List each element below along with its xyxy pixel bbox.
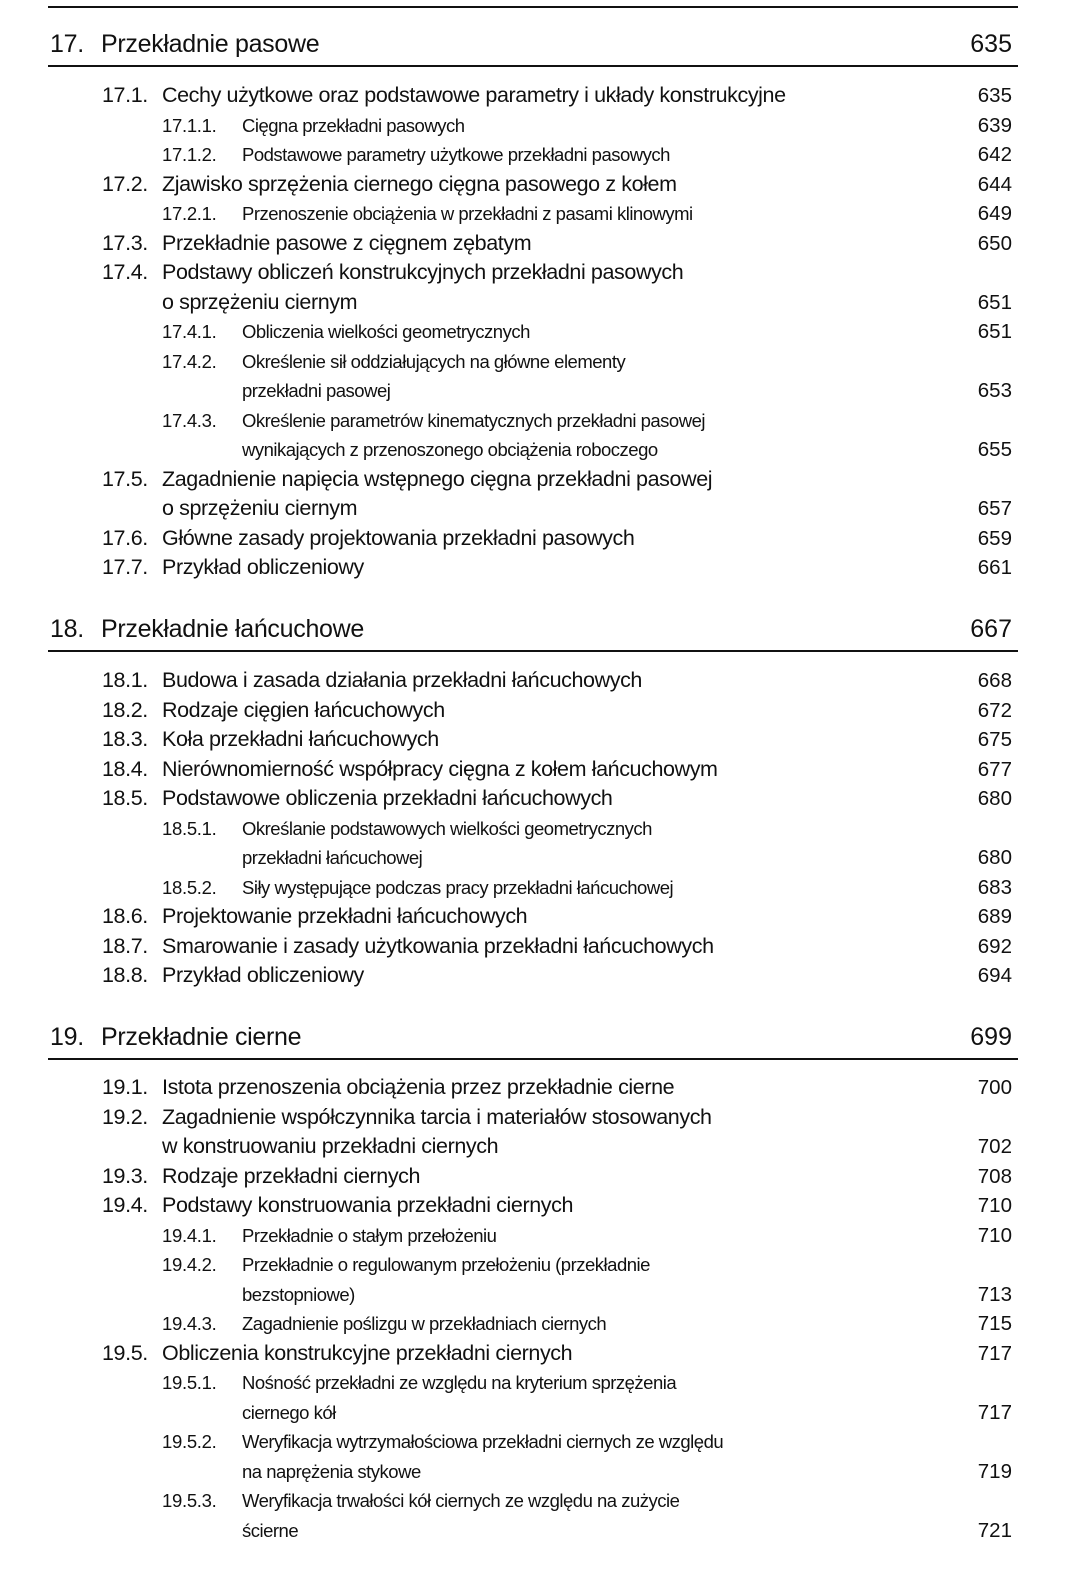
entry-title	[242, 406, 705, 465]
entry-page-number: 661	[977, 556, 1012, 579]
chapter-number: 19.	[50, 1023, 84, 1051]
entry-number: 19.3.	[102, 1163, 148, 1188]
entry-number: 18.5.2.	[162, 876, 217, 898]
entry-title-line: Nośność przekładni ze względu na kryterium sprzężenia	[242, 1372, 677, 1393]
entry-title-line: Przekładnie o stałym przełożeniu	[242, 1224, 497, 1246]
entry-title-line: Smarowanie i zasady użytkowania przekładni łańcuchowych	[162, 933, 714, 958]
entry-title-line: Przekładnie o regulowanym przełożeniu (przekładnie	[242, 1254, 650, 1275]
entry-title-line: ścierne	[242, 1519, 299, 1541]
entry-page-number: 635	[977, 84, 1012, 107]
entry-title-line: przekładni pasowej	[242, 380, 391, 401]
entry-number: 17.2.	[102, 171, 148, 196]
entry-number: 18.4.	[102, 756, 148, 781]
entry-title-line: Nierównomierność współpracy cięgna z kołem łańcuchowym	[162, 756, 718, 781]
entry-title-line: Weryfikacja trwałości kół ciernych ze względu na zużycie	[242, 1490, 680, 1511]
entry-number: 19.5.3.	[162, 1490, 217, 1511]
chapter-underline	[48, 650, 1018, 652]
entry-page-number: 680	[977, 846, 1012, 869]
toc-section-entry	[0, 1162, 1080, 1192]
entry-number: 19.5.	[102, 1340, 148, 1365]
toc-section-entry	[0, 961, 1080, 991]
chapter-page-number: 635	[970, 30, 1012, 58]
entry-number: 19.4.	[102, 1193, 148, 1217]
entry-title	[162, 696, 445, 726]
entry-number: 17.5.	[102, 466, 148, 491]
entry-title-line: Określanie podstawowych wielkości geometrycznych	[242, 817, 652, 839]
entry-page-number: 672	[977, 698, 1012, 722]
entry-title	[162, 725, 439, 755]
entry-title-line: Przykład obliczeniowy	[162, 963, 364, 987]
toc-section-entry	[0, 696, 1080, 726]
entry-title-line: Cięgna przekładni pasowych	[242, 114, 465, 136]
chapter-underline	[48, 65, 1018, 67]
entry-number: 17.1.1.	[162, 114, 217, 136]
toc-section-entry	[0, 229, 1080, 259]
entry-title	[242, 317, 530, 347]
entry-title-line: Podstawowe obliczenia przekładni łańcuchowych	[162, 786, 613, 810]
entry-page-number: 721	[977, 1518, 1012, 1542]
entry-number: 18.8.	[102, 963, 148, 987]
chapter-title: Przekładnie pasowe	[101, 30, 320, 58]
toc-section-entry	[0, 1073, 1080, 1103]
entry-title	[162, 81, 786, 111]
toc-section-entry	[0, 725, 1080, 755]
entry-title	[162, 1073, 674, 1103]
entry-title	[242, 199, 693, 229]
entry-title-line: Główne zasady projektowania przekładni pasowych	[162, 525, 635, 550]
toc-subsection-entry	[0, 140, 1080, 170]
entry-page-number: 702	[977, 1135, 1012, 1158]
chapter-page-number: 667	[970, 615, 1012, 643]
chapter-underline	[48, 1058, 1018, 1060]
entry-title-line: Siły występujące podczas pracy przekładni łańcuchowej	[242, 876, 674, 898]
entry-number: 17.4.	[102, 260, 148, 284]
entry-title-line: Obliczenia konstrukcyjne przekładni ciernych	[162, 1340, 573, 1365]
entry-number: 18.1.	[102, 668, 148, 692]
entry-title-line: Przenoszenie obciążenia w przekładni z pasami klinowymi	[242, 203, 693, 224]
entry-title-line: Podstawy obliczeń konstrukcyjnych przekładni pasowych	[162, 260, 684, 284]
toc-subsection-entry	[0, 111, 1080, 141]
entry-page-number: 683	[977, 875, 1012, 899]
entry-title	[242, 111, 465, 141]
entry-page-number: 644	[977, 172, 1012, 196]
entry-title-line: Przekładnie pasowe z cięgnem zębatym	[162, 230, 532, 255]
entry-number: 19.4.3.	[162, 1313, 217, 1334]
entry-number: 18.5.1.	[162, 817, 217, 839]
entry-title	[162, 755, 718, 785]
entry-number: 18.6.	[102, 904, 148, 928]
entry-title-line: Cechy użytkowe oraz podstawowe parametry i układy konstrukcyjne	[162, 83, 786, 107]
entry-title-line: Zagadnienie współczynnika tarcia i materiałów stosowanych	[162, 1104, 712, 1129]
entry-page-number: 639	[977, 113, 1012, 137]
entry-title	[242, 1250, 650, 1309]
toc-section-entry	[0, 784, 1080, 814]
entry-number: 17.2.1.	[162, 203, 217, 224]
entry-title-line: Budowa i zasada działania przekładni łańcuchowych	[162, 668, 642, 692]
page-top-rule	[48, 6, 1018, 8]
entry-number: 19.4.2.	[162, 1254, 217, 1275]
entry-title	[162, 1103, 712, 1162]
entry-title	[162, 932, 714, 962]
toc-subsection-entry	[0, 347, 1080, 406]
chapter-title: Przekładnie łańcuchowe	[101, 615, 365, 643]
entry-page-number: 710	[977, 1194, 1012, 1217]
entry-number: 18.7.	[102, 933, 148, 958]
entry-number: 17.4.2.	[162, 350, 217, 372]
entry-title-line: Koła przekładni łańcuchowych	[162, 727, 439, 751]
entry-title-line: Rodzaje cięgien łańcuchowych	[162, 697, 445, 722]
toc-section-entry	[0, 1103, 1080, 1162]
toc-section-entry	[0, 755, 1080, 785]
entry-number: 19.5.2.	[162, 1431, 217, 1452]
toc-subsection-entry	[0, 199, 1080, 229]
entry-title	[162, 1339, 572, 1369]
entry-title-line: Rodzaje przekładni ciernych	[162, 1163, 421, 1188]
entry-title-line: Obliczenia wielkości geometrycznych	[242, 321, 530, 342]
entry-title-line: wynikających z przenoszonego obciążenia roboczego	[242, 439, 658, 460]
entry-page-number: 651	[977, 320, 1012, 343]
entry-page-number: 715	[977, 1312, 1012, 1335]
entry-page-number: 700	[977, 1076, 1012, 1099]
entry-title-line: w konstruowaniu przekładni ciernych	[162, 1134, 499, 1158]
toc-section-entry	[0, 524, 1080, 554]
toc-section-entry	[0, 666, 1080, 696]
entry-title-line: Podstawowe parametry użytkowe przekładni pasowych	[242, 144, 670, 165]
entry-number: 19.2.	[102, 1104, 148, 1129]
entry-title	[162, 465, 712, 524]
toc-subsection-entry	[0, 1486, 1080, 1545]
entry-title	[162, 961, 364, 991]
toc-subsection-entry	[0, 1250, 1080, 1309]
entry-title-line: na naprężenia stykowe	[242, 1460, 421, 1482]
entry-title-line: Zagadnienie poślizgu w przekładniach ciernych	[242, 1313, 607, 1334]
entry-page-number: 657	[977, 497, 1012, 520]
entry-title-line: przekładni łańcuchowej	[242, 847, 423, 868]
toc-section-entry	[0, 170, 1080, 200]
toc-subsection-entry	[0, 1368, 1080, 1427]
entry-title	[162, 229, 531, 259]
entry-page-number: 692	[977, 934, 1012, 958]
entry-page-number: 650	[977, 231, 1012, 255]
entry-title	[162, 258, 683, 317]
entry-title	[162, 170, 677, 200]
entry-title	[162, 524, 634, 554]
entry-title-line: o sprzężeniu ciernym	[162, 496, 358, 520]
toc-subsection-entry	[0, 406, 1080, 465]
entry-number: 18.5.	[102, 786, 148, 810]
toc-subsection-entry	[0, 317, 1080, 347]
entry-page-number: 677	[977, 757, 1012, 781]
entry-number: 19.1.	[102, 1075, 148, 1099]
entry-page-number: 649	[977, 202, 1012, 225]
entry-title	[242, 814, 652, 873]
entry-page-number: 717	[977, 1400, 1012, 1424]
entry-number: 17.3.	[102, 230, 148, 255]
toc-section-entry	[0, 932, 1080, 962]
entry-page-number: 717	[977, 1341, 1012, 1365]
entry-page-number: 651	[977, 290, 1012, 314]
entry-title	[162, 1191, 573, 1221]
chapter-page-number: 699	[970, 1023, 1012, 1051]
chapter-number: 18.	[50, 615, 84, 643]
entry-title-line: Projektowanie przekładni łańcuchowych	[162, 904, 528, 928]
entry-number: 17.4.1.	[162, 321, 217, 342]
entry-title	[162, 1162, 420, 1192]
entry-title	[242, 1486, 679, 1545]
entry-title-line: Istota przenoszenia obciążenia przez przekładnie cierne	[162, 1075, 675, 1099]
entry-title-line: Weryfikacja wytrzymałościowa przekładni ciernych ze względu	[242, 1431, 724, 1452]
entry-title	[162, 553, 364, 583]
entry-page-number: 655	[977, 438, 1012, 461]
entry-number: 17.6.	[102, 525, 148, 550]
entry-title-line: bezstopniowe)	[242, 1283, 355, 1305]
entry-title-line: Zagadnienie napięcia wstępnego cięgna przekładni pasowej	[162, 466, 713, 491]
entry-number: 17.1.	[102, 83, 148, 107]
toc-subsection-entry	[0, 1427, 1080, 1486]
toc-section-entry	[0, 553, 1080, 583]
entry-title-line: Przykład obliczeniowy	[162, 555, 364, 579]
toc-subsection-entry	[0, 1309, 1080, 1339]
entry-title-line: o sprzężeniu ciernym	[162, 289, 358, 314]
toc-subsection-entry	[0, 873, 1080, 903]
entry-page-number: 708	[977, 1164, 1012, 1188]
entry-title-line: Określenie sił oddziałujących na główne elementy	[242, 350, 626, 372]
entry-page-number: 710	[977, 1223, 1012, 1247]
entry-title	[162, 902, 527, 932]
toc-section-entry	[0, 1191, 1080, 1221]
toc-section-entry	[0, 258, 1080, 317]
entry-title	[242, 1368, 676, 1427]
entry-number: 17.1.2.	[162, 144, 217, 165]
entry-page-number: 680	[977, 787, 1012, 810]
entry-page-number: 659	[977, 526, 1012, 550]
entry-number: 17.7.	[102, 555, 148, 579]
chapter-heading	[48, 1020, 1014, 1060]
entry-title-line: ciernego kół	[242, 1401, 336, 1423]
entry-page-number: 653	[977, 379, 1012, 402]
toc-section-entry	[0, 81, 1080, 111]
entry-number: 18.3.	[102, 727, 148, 751]
entry-page-number: 642	[977, 143, 1012, 166]
entry-number: 19.5.1.	[162, 1372, 217, 1393]
entry-title	[242, 347, 625, 406]
chapter-title: Przekładnie cierne	[101, 1023, 302, 1051]
entry-page-number: 713	[977, 1282, 1012, 1306]
chapter-heading	[48, 612, 1014, 652]
entry-number: 19.4.1.	[162, 1224, 217, 1246]
entry-title	[242, 1309, 606, 1339]
entry-number: 17.4.3.	[162, 409, 217, 431]
toc-section-entry	[0, 902, 1080, 932]
toc-section-entry	[0, 1339, 1080, 1369]
entry-title-line: Podstawy konstruowania przekładni ciernych	[162, 1193, 574, 1217]
entry-title	[242, 873, 673, 903]
entry-title	[242, 140, 670, 170]
entry-title	[162, 784, 613, 814]
toc-section-entry	[0, 465, 1080, 524]
entry-title	[162, 666, 642, 696]
entry-page-number: 689	[977, 905, 1012, 928]
entry-number: 18.2.	[102, 697, 148, 722]
toc-subsection-entry	[0, 814, 1080, 873]
chapter-heading	[48, 27, 1014, 67]
entry-page-number: 719	[977, 1459, 1012, 1483]
entry-title-line: Zjawisko sprzężenia ciernego cięgna pasowego z kołem	[162, 171, 677, 196]
chapter-number: 17.	[50, 30, 84, 58]
entry-page-number: 675	[977, 728, 1012, 751]
entry-title	[242, 1427, 723, 1486]
entry-page-number: 694	[977, 964, 1012, 987]
entry-page-number: 668	[977, 669, 1012, 692]
entry-title-line: Określenie parametrów kinematycznych przekładni pasowej	[242, 409, 705, 431]
entry-title	[242, 1221, 496, 1251]
toc-subsection-entry	[0, 1221, 1080, 1251]
